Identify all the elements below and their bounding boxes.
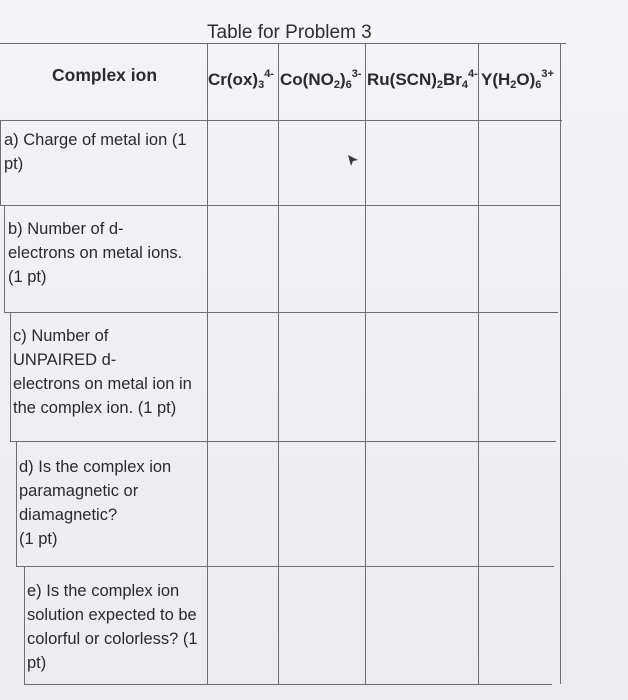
row-e-line-4: pt) <box>27 654 47 672</box>
col0-left-border-d <box>16 441 17 566</box>
row-c-bottom-border <box>10 441 556 442</box>
row-a-line-2: pt) <box>4 155 24 173</box>
col2-left-border <box>278 43 279 684</box>
col0-left-border-c <box>10 312 11 441</box>
y-base: Y(H <box>481 70 511 89</box>
col3-left-border <box>365 43 366 684</box>
y-mid: O) <box>516 70 536 89</box>
row-c-line-3: electrons on metal ion in <box>13 375 192 393</box>
row-a-label <box>4 128 187 176</box>
table-right-border <box>560 43 561 684</box>
ru-sub: 4 <box>461 79 469 91</box>
col0-left-border-e <box>24 566 25 684</box>
row-e-line-2: solution expected to be <box>27 606 197 624</box>
col1-left-border <box>207 43 208 684</box>
co-sup: 3- <box>351 68 362 80</box>
row-b-line-1: b) Number of d- <box>8 220 124 238</box>
row-e-line-3: colorful or colorless? (1 <box>27 630 198 648</box>
row-d-label <box>19 455 171 551</box>
y-sup: 3+ <box>541 68 554 80</box>
row-d-line-1: d) Is the complex ion <box>19 458 172 476</box>
complex-ion-header: Complex ion <box>52 65 158 85</box>
complex-cr-ox <box>208 68 274 91</box>
row-d-line-2: paramagnetic or <box>19 482 139 500</box>
ru-base: Ru(SCN) <box>367 70 437 89</box>
row-b-label <box>8 217 182 289</box>
col0-left-border-a <box>0 120 1 205</box>
ru-sup: 4- <box>468 68 478 80</box>
row-a-line-1: a) Charge of metal ion (1 <box>4 131 187 149</box>
y-sub1: 2 <box>510 79 517 91</box>
table-bottom-border <box>24 684 552 685</box>
ru-sub1: 2 <box>436 79 444 91</box>
row-e-label <box>27 579 198 675</box>
row-c-line-1: c) Number of <box>13 327 109 345</box>
row-d-line-4: (1 pt) <box>19 530 58 548</box>
cr-base: Cr(ox) <box>208 70 259 89</box>
table-top-border <box>0 43 566 44</box>
co-base: Co(NO <box>280 70 334 89</box>
row-d-bottom-border <box>16 566 554 567</box>
row-b-bottom-border <box>4 312 558 313</box>
complex-co-no2 <box>280 68 362 91</box>
row-c-label <box>13 324 192 420</box>
col0-left-border-b <box>4 205 5 312</box>
y-sub: 6 <box>535 79 542 91</box>
complex-ru-scn-br <box>367 68 478 91</box>
mouse-pointer-icon <box>346 154 360 168</box>
row-d-line-3: diamagnetic? <box>19 506 118 524</box>
cr-sup: 4- <box>264 68 274 80</box>
ru-mid: Br <box>443 70 462 89</box>
complex-y-h2o <box>481 68 554 91</box>
row-a-bottom-border <box>0 205 560 206</box>
row-c-line-4: the complex ion. (1 pt) <box>13 399 177 417</box>
page-title: Table for Problem 3 <box>207 22 372 43</box>
co-sub1: 2 <box>333 79 340 91</box>
row-b-line-2: electrons on metal ions. <box>8 244 183 262</box>
col4-left-border <box>478 43 479 684</box>
row-c-line-2: UNPAIRED d- <box>13 351 117 369</box>
co-mid: ) <box>339 70 346 89</box>
cr-sub: 3 <box>258 79 265 91</box>
row-e-line-1: e) Is the complex ion <box>27 582 180 600</box>
co-sub: 6 <box>345 79 352 91</box>
row-b-line-3: (1 pt) <box>8 268 47 286</box>
